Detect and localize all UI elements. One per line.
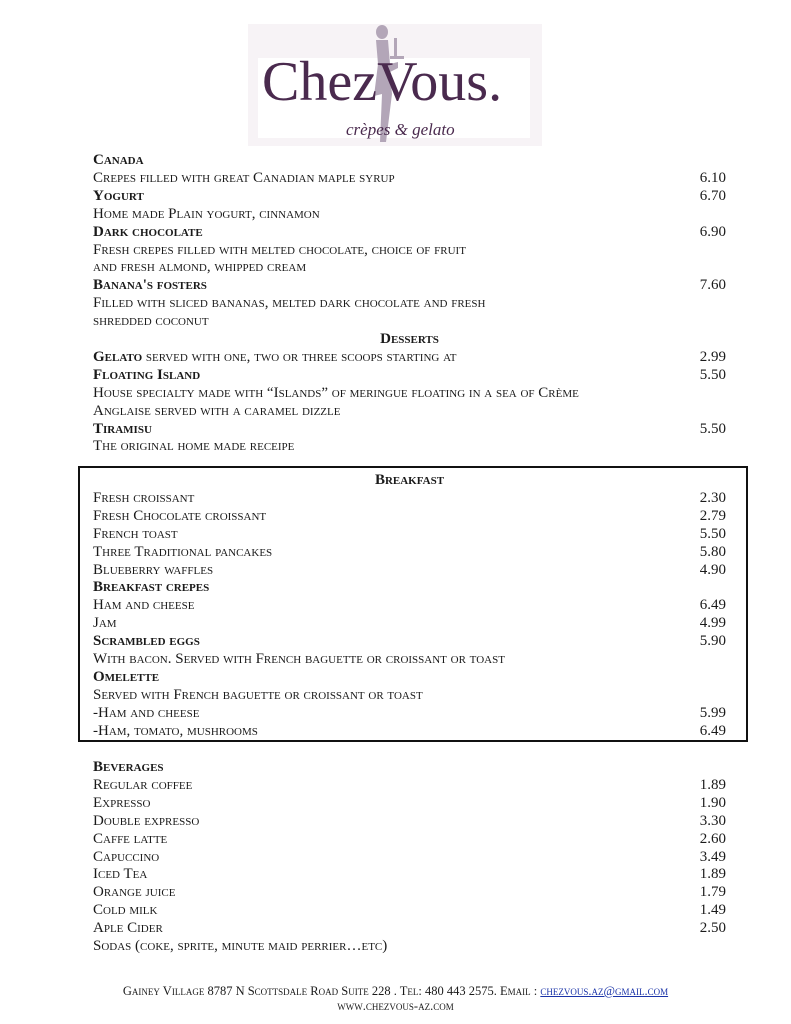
menu-item [93,525,726,543]
menu-item-price: 2.79 [699,507,726,524]
menu-item-name: Fresh crepes filled with melted chocolate, choice of fruit [93,241,466,258]
menu-item-name: Crepes filled with great Canadian maple syrup [93,169,395,186]
menu-item-price: 5.90 [699,633,726,650]
menu-item-name: Beverages [93,759,164,775]
menu-item-name: -Ham, tomato, mushrooms [93,722,258,739]
menu-item-price: 5.80 [699,543,726,560]
menu-item-name: With bacon. Served with French baguette or croissant or toast [93,651,505,667]
menu-item [93,561,726,579]
menu-item [93,169,726,187]
menu-item-name: Sodas (coke, sprite, minute maid perrier…etc) [93,938,388,954]
menu-item-price: 6.90 [699,223,726,240]
menu-item [93,312,726,330]
menu-item-price: 4.99 [699,615,726,632]
menu-item-price: 4.90 [699,561,726,578]
menu-item-name: Caffe latte [93,830,168,847]
menu-item [93,294,726,312]
menu-heading [93,758,726,776]
menu-heading [93,187,726,205]
menu-item-price: 1.89 [699,776,726,793]
menu-item-price: 1.90 [699,794,726,811]
menu-item-price: 6.70 [699,187,726,204]
menu-heading [93,223,726,241]
menu-item-name: Blueberry waffles [93,561,214,578]
menu-item [93,402,726,420]
menu-item [93,543,726,561]
email-link[interactable]: chezvous.az@gmail.com [540,984,669,998]
menu-heading [93,151,726,169]
menu-item [93,489,726,507]
menu-item-name: and fresh almond, whipped cream [93,259,307,276]
menu-item-name: Iced Tea [93,866,148,883]
menu-item-name: Double expresso [93,812,200,829]
menu-item-name: Fresh croissant [93,489,195,506]
menu-item [93,901,726,919]
menu-item-price: 2.60 [699,830,726,847]
menu-item [93,812,726,830]
menu-item-name: Floating Island [93,366,201,383]
menu-heading [93,420,726,438]
menu-item [93,384,726,402]
menu-item-name: Expresso [93,794,151,811]
menu-item-price: 2.99 [699,348,726,365]
menu-item-price: 5.50 [699,525,726,542]
menu-item-name: Aple Cider [93,920,163,937]
menu-item-name: Breakfast crepes [93,579,210,596]
logo-tagline: crèpes & gelato [346,120,455,139]
menu-item-name: Orange juice [93,884,176,901]
menu-item [93,614,726,632]
menu-item [93,848,726,866]
menu-item-name: Home made Plain yogurt, cinnamon [93,205,320,222]
menu-item-name: Anglaise served with a caramel dizzle [93,402,341,419]
menu-item [93,507,726,525]
chez-vous-logo [248,24,542,146]
menu-item-price: 1.89 [699,866,726,883]
menu-item-name: Jam [93,615,117,632]
menu-item-price: 2.30 [699,489,726,506]
menu-item-price: 6.49 [699,722,726,739]
menu-heading [93,632,726,650]
menu-item-name: Served with French baguette or croissant or toast [93,686,423,703]
menu-item-name: Omelette [93,668,160,685]
menu-heading [93,366,726,384]
menu-item [93,830,726,848]
menu-item-price: 5.50 [699,366,726,383]
menu-item-price: 3.49 [699,848,726,865]
menu-item [93,865,726,883]
menu-item-name: The original home made receipe [93,438,295,455]
menu-item [93,704,726,722]
menu-item-name: Breakfast [374,472,445,488]
menu-item-name: Fresh Chocolate croissant [93,507,267,524]
menu-item-name: Cold milk [93,902,158,919]
menu-heading [93,348,726,366]
menu-item-name: -Ham and cheese [93,704,200,721]
menu-item [93,437,726,455]
menu-item-name: Ham and cheese [93,597,195,614]
menu-item [93,650,726,668]
menu-item [93,776,726,794]
menu-item-name: Banana's fosters [93,277,207,294]
menu-heading [93,668,726,686]
menu-heading [93,276,726,294]
menu-item-name: Regular coffee [93,776,193,793]
menu-item-name: Dark chocolate [93,223,203,240]
menu-item [93,205,726,223]
menu-item-name: Filled with sliced bananas, melted dark chocolate and fresh [93,295,486,312]
menu-item-name: Tiramisu [93,420,152,437]
menu-item-price: 3.30 [699,812,726,829]
menu-item-price: 5.99 [699,704,726,721]
footer [0,984,791,1014]
menu-item-name: shredded coconut [93,313,209,330]
menu-item-price: 1.49 [699,902,726,919]
menu-item-price: 2.50 [699,920,726,937]
menu-item [93,241,726,259]
menu-item-price: 5.50 [699,420,726,437]
menu-item [93,919,726,937]
menu-item-name: House specialty made with “Islands” of meringue floating in a sea of Crème [93,384,579,401]
menu-item [93,686,726,704]
footer-address: Gainey Village 8787 N Scottsdale Road Suite 228 . Tel: 480 443 2575. Email : [122,984,541,998]
menu-item [93,722,726,740]
menu-item-name: Desserts [380,331,439,347]
menu-item-name: Gelato [93,348,143,365]
menu-item-price: 7.60 [699,277,726,294]
menu-heading [93,330,726,348]
menu-item-name: Capuccino [93,848,160,865]
menu-heading [93,471,726,489]
menu-item-price: 6.10 [699,169,726,186]
menu-item-price: 1.79 [699,884,726,901]
footer-website: www.chezvous-az.com [337,999,454,1013]
menu-item [93,258,726,276]
menu-item [93,937,726,955]
menu-item [93,883,726,901]
menu-item-description: served with one, two or three scoops starting at [142,348,457,365]
menu-item [93,794,726,812]
logo-name: ChezVous. [262,51,503,113]
menu-item-name: Scrambled eggs [93,633,200,650]
menu-heading [93,578,726,596]
menu-item [93,596,726,614]
menu-item-name: French toast [93,525,178,542]
menu-item-name: Yogurt [93,187,144,204]
menu-item-name: Canada [93,152,144,168]
menu-item-price: 6.49 [699,597,726,614]
menu-item-name: Three Traditional pancakes [93,543,273,560]
